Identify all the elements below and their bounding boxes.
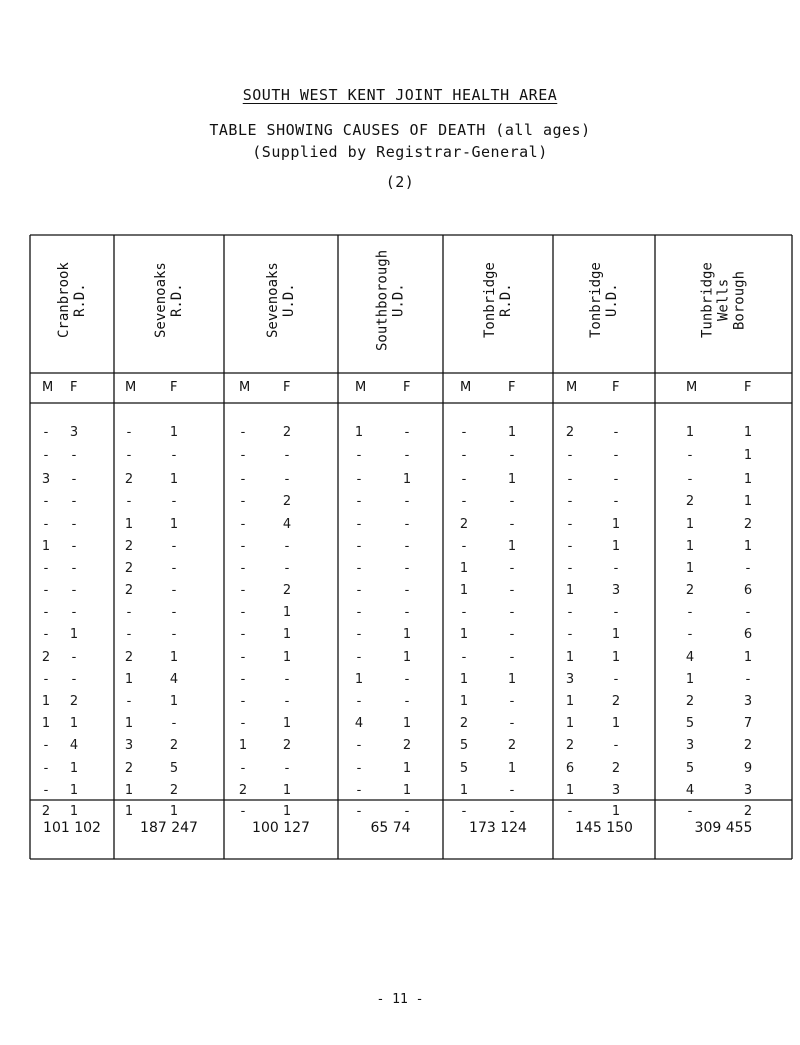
table-cell: 5 (459, 761, 469, 776)
table-cell: - (567, 605, 573, 620)
sex-label-m: M (355, 380, 367, 395)
table-cell: 1 (507, 472, 517, 487)
table-cell: 1 (565, 783, 575, 798)
table-cell: - (613, 672, 619, 687)
table-cell: - (687, 627, 693, 642)
table-cell: - (43, 517, 49, 532)
table-cell: - (71, 672, 77, 687)
table-cell: - (356, 738, 362, 753)
table-cell: - (461, 650, 467, 665)
sex-label-m: M (125, 380, 137, 395)
table-cell: 1 (611, 517, 621, 532)
table-cell: - (43, 761, 49, 776)
table-cell: 1 (124, 783, 134, 798)
table-cell: 1 (565, 694, 575, 709)
table-cell: 4 (685, 783, 695, 798)
table-cell: - (43, 448, 49, 463)
table-cell: - (404, 561, 410, 576)
table-cell: - (356, 627, 362, 642)
table-cell: 1 (282, 605, 292, 620)
table-cell: 1 (69, 627, 79, 642)
table-cell: 1 (169, 517, 179, 532)
table-cell: - (43, 605, 49, 620)
column-total: 65 74 (370, 820, 411, 836)
table-cell: 1 (169, 650, 179, 665)
table-cell: 2 (282, 583, 292, 598)
table-cell: 1 (124, 517, 134, 532)
table-cell: 1 (41, 716, 51, 731)
table-cell: 2 (611, 694, 621, 709)
table-cell: - (461, 448, 467, 463)
district-header-0: Cranbrook R.D. (56, 262, 88, 338)
table-cell: - (356, 561, 362, 576)
table-cell: 2 (743, 738, 753, 753)
table-cell: - (171, 494, 177, 509)
table-cell: 1 (69, 716, 79, 731)
table-cell: 4 (169, 672, 179, 687)
table-cell: 1 (41, 694, 51, 709)
table-cell: - (240, 761, 246, 776)
table-cell: - (126, 694, 132, 709)
table-cell: 1 (685, 517, 695, 532)
table-cell: - (71, 605, 77, 620)
table-cell: - (240, 694, 246, 709)
table-cell: - (745, 561, 751, 576)
table-cell: 2 (743, 517, 753, 532)
table-cell: 3 (685, 738, 695, 753)
table-cell: - (404, 494, 410, 509)
table-cell: 1 (459, 783, 469, 798)
table-cell: - (284, 672, 290, 687)
table-cell: 6 (743, 583, 753, 598)
table-cell: - (567, 804, 573, 819)
table-cell: - (171, 448, 177, 463)
sex-label-f: F (70, 380, 78, 395)
sex-label-f: F (283, 380, 291, 395)
column-total: 145 150 (575, 820, 633, 836)
district-header-4: Tonbridge R.D. (482, 262, 514, 338)
table-cell: - (356, 472, 362, 487)
table-cell: - (43, 494, 49, 509)
table-cell: 1 (565, 583, 575, 598)
table-cell: 1 (124, 672, 134, 687)
sex-label-f: F (508, 380, 516, 395)
column-total: 309 455 (694, 820, 753, 836)
table-cell: 1 (282, 783, 292, 798)
table-cell: 2 (238, 783, 248, 798)
table-cell: 1 (354, 672, 364, 687)
table-cell: - (404, 539, 410, 554)
table-cell: 1 (402, 761, 412, 776)
table-cell: 5 (685, 761, 695, 776)
table-cell: 1 (507, 425, 517, 440)
table-cell: 1 (124, 804, 134, 819)
table-cell: - (284, 472, 290, 487)
table-cell: - (461, 605, 467, 620)
table-cell: - (461, 804, 467, 819)
table-cell: - (745, 672, 751, 687)
table-cell: - (404, 425, 410, 440)
table-cell: 1 (743, 650, 753, 665)
table-cell: 1 (402, 472, 412, 487)
table-cell: - (240, 672, 246, 687)
table-cell: - (613, 738, 619, 753)
area-heading: SOUTH WEST KENT JOINT HEALTH AREA (242, 86, 558, 104)
sex-label-m: M (239, 380, 251, 395)
table-cell: - (613, 472, 619, 487)
table-cell: 4 (282, 517, 292, 532)
sex-label-f: F (403, 380, 411, 395)
table-cell: - (71, 494, 77, 509)
table-cell: - (171, 561, 177, 576)
table-cell: 1 (611, 627, 621, 642)
table-cell: 1 (41, 539, 51, 554)
table-cell: - (509, 627, 515, 642)
table-cell: - (240, 561, 246, 576)
table-cell: - (404, 672, 410, 687)
table-cell: 2 (743, 804, 753, 819)
table-cell: - (404, 583, 410, 598)
table-cell: - (171, 583, 177, 598)
table-cell: 1 (69, 804, 79, 819)
column-total: 187 247 (140, 820, 198, 836)
table-cell: 3 (611, 783, 621, 798)
table-cell: - (240, 472, 246, 487)
table-cell: - (126, 425, 132, 440)
table-cell: - (509, 561, 515, 576)
table-cell: 1 (282, 627, 292, 642)
table-cell: 1 (402, 650, 412, 665)
table-cell: 6 (565, 761, 575, 776)
table-cell: - (613, 561, 619, 576)
sex-label-f: F (612, 380, 620, 395)
table-cell: - (687, 472, 693, 487)
table-cell: 1 (459, 561, 469, 576)
district-header-2: Sevenoaks U.D. (265, 262, 297, 338)
table-cell: 1 (238, 738, 248, 753)
table-cell: - (356, 694, 362, 709)
table-cell: 2 (282, 738, 292, 753)
table-cell: 5 (685, 716, 695, 731)
table-cell: - (567, 448, 573, 463)
table-cell: 1 (459, 627, 469, 642)
table-cell: 1 (282, 716, 292, 731)
table-cell: - (126, 494, 132, 509)
table-cell: 1 (459, 694, 469, 709)
table-cell: 2 (124, 539, 134, 554)
table-cell: - (356, 650, 362, 665)
table-cell: - (356, 448, 362, 463)
table-cell: - (461, 539, 467, 554)
table-cell: 2 (685, 583, 695, 598)
table-cell: - (356, 539, 362, 554)
sex-label-f: F (170, 380, 178, 395)
table-cell: - (126, 605, 132, 620)
table-cell: - (461, 425, 467, 440)
table-cell: 1 (743, 539, 753, 554)
table-cell: - (71, 650, 77, 665)
table-cell: 1 (402, 627, 412, 642)
table-cell: 2 (565, 425, 575, 440)
part-number: (2) (385, 173, 415, 191)
table-cell: - (509, 716, 515, 731)
district-header-1: Sevenoaks R.D. (153, 262, 185, 338)
table-cell: - (509, 694, 515, 709)
table-cell: 1 (402, 783, 412, 798)
table-cell: - (71, 472, 77, 487)
table-cell: 4 (685, 650, 695, 665)
table-cell: 1 (459, 583, 469, 598)
table-cell: - (567, 561, 573, 576)
page-number: - 11 - (376, 992, 424, 1007)
table-cell: - (567, 539, 573, 554)
table-cell: - (43, 783, 49, 798)
table-cell: - (613, 448, 619, 463)
table-cell: 3 (565, 672, 575, 687)
table-cell: 3 (611, 583, 621, 598)
table-cell: - (567, 627, 573, 642)
table-cell: - (509, 494, 515, 509)
table-cell: 2 (41, 650, 51, 665)
table-cell: - (240, 494, 246, 509)
table-cell: 1 (685, 672, 695, 687)
table-cell: 1 (169, 804, 179, 819)
table-cell: - (71, 539, 77, 554)
table-cell: 2 (282, 425, 292, 440)
table-cell: 2 (685, 494, 695, 509)
table-cell: 5 (169, 761, 179, 776)
table-cell: - (171, 539, 177, 554)
table-cell: - (356, 761, 362, 776)
table-cell: - (356, 605, 362, 620)
table-cell: - (43, 561, 49, 576)
table-cell: 3 (743, 694, 753, 709)
table-cell: - (240, 804, 246, 819)
table-cell: 9 (743, 761, 753, 776)
table-cell: 1 (611, 650, 621, 665)
table-cell: - (509, 650, 515, 665)
table-cell: - (509, 517, 515, 532)
table-cell: - (240, 517, 246, 532)
table-cell: - (356, 494, 362, 509)
table-cell: 2 (124, 761, 134, 776)
column-total: 101 102 (43, 820, 101, 836)
table-cell: - (404, 448, 410, 463)
table-cell: 1 (611, 716, 621, 731)
table-cell: 1 (69, 761, 79, 776)
table-cell: - (461, 494, 467, 509)
table-cell: - (284, 761, 290, 776)
table-cell: - (71, 448, 77, 463)
column-total: 100 127 (252, 820, 310, 836)
table-cell: - (613, 494, 619, 509)
table-cell: 2 (124, 583, 134, 598)
table-cell: 2 (169, 738, 179, 753)
table-cell: 3 (41, 472, 51, 487)
table-cell: 1 (459, 672, 469, 687)
table-cell: 2 (41, 804, 51, 819)
table-cell: 1 (743, 472, 753, 487)
district-header-6: Tunbridge Wells Borough (699, 262, 748, 338)
table-cell: - (745, 605, 751, 620)
table-cell: - (404, 804, 410, 819)
sex-label-f: F (744, 380, 752, 395)
district-header-3: Southborough U.D. (374, 249, 407, 351)
table-cell: 2 (565, 738, 575, 753)
table-cell: 1 (743, 425, 753, 440)
table-cell: 1 (354, 425, 364, 440)
table-cell: - (461, 472, 467, 487)
table-cell: - (404, 694, 410, 709)
table-cell: 1 (282, 650, 292, 665)
table-cell: 2 (685, 694, 695, 709)
table-cell: 1 (169, 425, 179, 440)
table-cell: 2 (459, 517, 469, 532)
sex-label-m: M (566, 380, 578, 395)
table-cell: - (613, 605, 619, 620)
table-cell: 1 (685, 425, 695, 440)
table-cell: 2 (124, 650, 134, 665)
table-cell: - (687, 448, 693, 463)
table-cell: 1 (169, 694, 179, 709)
table-cell: - (404, 517, 410, 532)
table-cell: 3 (743, 783, 753, 798)
table-cell: - (43, 583, 49, 598)
table-cell: 3 (69, 425, 79, 440)
table-cell: - (356, 783, 362, 798)
table-cell: 1 (507, 539, 517, 554)
table-cell: 2 (507, 738, 517, 753)
table-cell: - (284, 694, 290, 709)
table-cell: 2 (282, 494, 292, 509)
table-cell: - (240, 605, 246, 620)
table-cell: 1 (685, 539, 695, 554)
table-cell: - (509, 448, 515, 463)
table-cell: - (171, 627, 177, 642)
table-cell: - (284, 539, 290, 554)
table-cell: - (567, 472, 573, 487)
table-cell: 1 (69, 783, 79, 798)
table-cell: 2 (459, 716, 469, 731)
table-cell: - (613, 425, 619, 440)
table-cell: 2 (124, 472, 134, 487)
table-cell: - (284, 448, 290, 463)
table-cell: 1 (124, 716, 134, 731)
table-cell: - (71, 583, 77, 598)
table-cell: - (356, 517, 362, 532)
table-cell: 1 (402, 716, 412, 731)
table-cell: 1 (743, 448, 753, 463)
table-cell: - (240, 583, 246, 598)
table-cell: - (356, 804, 362, 819)
table-cell: 1 (282, 804, 292, 819)
table-cell: - (43, 672, 49, 687)
sex-label-m: M (460, 380, 472, 395)
table-cell: 1 (611, 804, 621, 819)
table-cell: 1 (611, 539, 621, 554)
table-cell: 7 (743, 716, 753, 731)
table-cell: 1 (743, 494, 753, 509)
table-cell: - (509, 804, 515, 819)
table-cell: - (240, 539, 246, 554)
sex-label-m: M (686, 380, 698, 395)
table-cell: - (509, 605, 515, 620)
table-cell: - (43, 627, 49, 642)
table-cell: 1 (507, 672, 517, 687)
table-cell: - (284, 561, 290, 576)
table-cell: 5 (459, 738, 469, 753)
table-cell: - (126, 448, 132, 463)
column-total: 173 124 (469, 820, 527, 836)
table-cell: - (687, 605, 693, 620)
table-cell: 1 (169, 472, 179, 487)
table-cell: 1 (565, 716, 575, 731)
table-cell: - (240, 448, 246, 463)
table-cell: - (71, 517, 77, 532)
table-cell: - (171, 605, 177, 620)
table-cell: - (43, 425, 49, 440)
table-cell: - (171, 716, 177, 731)
table-cell: - (687, 804, 693, 819)
table-cell: - (71, 561, 77, 576)
table-cell: 1 (565, 650, 575, 665)
table-cell: - (567, 494, 573, 509)
table-cell: 2 (402, 738, 412, 753)
table-cell: - (240, 425, 246, 440)
table-cell: - (240, 650, 246, 665)
district-header-5: Tonbridge U.D. (588, 262, 620, 338)
table-title: TABLE SHOWING CAUSES OF DEATH (all ages) (209, 121, 591, 139)
table-cell: 2 (169, 783, 179, 798)
table-cell: 3 (124, 738, 134, 753)
table-cell: 2 (611, 761, 621, 776)
table-cell: 2 (69, 694, 79, 709)
table-cell: 2 (124, 561, 134, 576)
table-cell: 1 (685, 561, 695, 576)
table-cell: - (509, 583, 515, 598)
table-cell: 6 (743, 627, 753, 642)
table-cell: - (356, 583, 362, 598)
table-cell: - (126, 627, 132, 642)
sex-label-m: M (42, 380, 54, 395)
table-cell: - (240, 716, 246, 731)
table-cell: - (43, 738, 49, 753)
table-cell: - (509, 783, 515, 798)
table-cell: - (240, 627, 246, 642)
table-cell: 4 (69, 738, 79, 753)
table-cell: - (567, 517, 573, 532)
table-cell: 1 (507, 761, 517, 776)
table-cell: - (404, 605, 410, 620)
source-note: (Supplied by Registrar-General) (252, 143, 548, 161)
table-cell: 4 (354, 716, 364, 731)
